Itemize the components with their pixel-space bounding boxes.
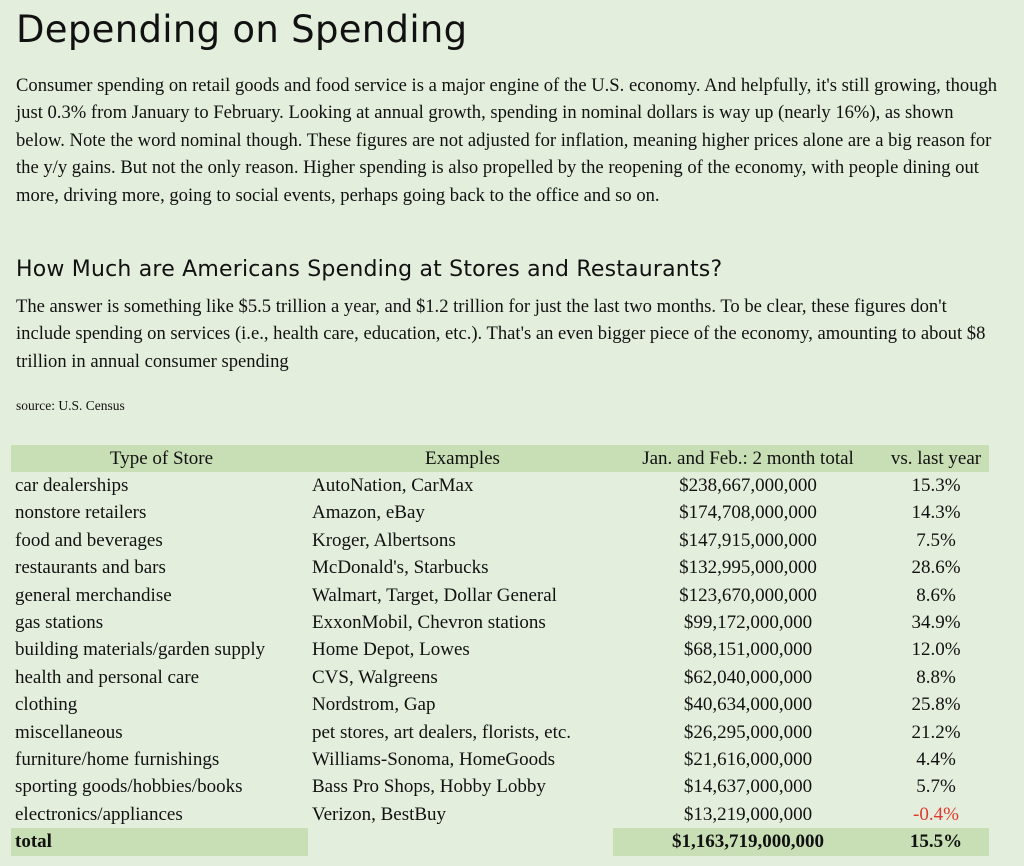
total-yoy-change: 15.5% [879,828,989,855]
store-examples: Amazon, eBay [312,502,425,524]
table-row [11,692,989,719]
source-note: source: U.S. Census [16,398,125,413]
store-type: restaurants and bars [15,557,166,579]
store-examples: Home Depot, Lowes [312,639,470,661]
store-type: gas stations [15,612,104,634]
store-type: nonstore retailers [15,502,147,524]
yoy-change: 8.8% [916,666,956,688]
yoy-change: 4.4% [916,748,956,770]
store-type: miscellaneous [15,721,123,743]
store-examples: Nordstrom, Gap [312,694,436,716]
two-month-total: $26,295,000,000 [683,721,813,743]
store-examples: AutoNation, CarMax [312,475,474,497]
yoy-change: 8.6% [916,584,956,606]
column-header-total: Jan. and Feb.: 2 month total [613,445,879,472]
store-type: furniture/home furnishings [15,748,220,770]
table-row [11,801,989,828]
column-header-type: Type of Store [11,445,308,472]
yoy-change: 34.9% [911,612,961,634]
table-row [11,609,989,636]
store-examples: CVS, Walgreens [312,666,438,688]
store-type: food and beverages [15,529,163,551]
yoy-change: 15.3% [911,475,961,497]
store-examples: Walmart, Target, Dollar General [312,584,557,606]
store-examples: Verizon, BestBuy [312,803,447,825]
store-examples: McDonald's, Starbucks [312,557,489,579]
table-header-row [11,445,989,472]
table-row [11,664,989,691]
store-examples: Williams-Sonoma, HomeGoods [312,748,556,770]
store-examples: pet stores, art dealers, florists, etc. [312,721,572,743]
store-type: building materials/garden supply [15,639,266,661]
two-month-total: $132,995,000,000 [679,557,817,579]
two-month-total: $147,915,000,000 [679,529,817,551]
table-row [11,500,989,527]
yoy-change: 12.0% [911,639,961,661]
yoy-change: 21.2% [911,721,961,743]
table-total-row [11,828,989,855]
column-header-examples: Examples [308,445,613,472]
table-row [11,746,989,773]
store-examples: Kroger, Albertsons [312,529,456,551]
store-type: sporting goods/hobbies/books [15,776,243,798]
table-row [11,472,989,499]
two-month-total: $13,219,000,000 [683,803,813,825]
yoy-change: 25.8% [911,694,961,716]
grand-total: $1,163,719,000,000 [613,828,879,855]
table-row [11,527,989,554]
column-header-change: vs. last year [879,445,989,472]
table-row [11,637,989,664]
store-type: health and personal care [15,666,200,688]
yoy-change: 5.7% [916,776,956,798]
two-month-total: $174,708,000,000 [679,502,817,524]
two-month-total: $99,172,000,000 [683,612,813,634]
store-type: electronics/appliances [15,803,183,825]
section-subtitle: How Much are Americans Spending at Stores and Restaurants? [16,257,723,282]
yoy-change: 7.5% [916,529,956,551]
intro-paragraph: Consumer spending on retail goods and food service is a major engine of the U.S. economy. And helpfully, it's still growing, though just 0.3% from January to February. Looking at annual growth, spending in nominal dollars is way up (nearly 16%), as shown below. Note the word nominal though. These figures are not adjusted for inflation, meaning higher prices alone are a big reason for the y/y gains. But not the only reason. Higher spending is also propelled by the reopening of the economy, with people dining out more, driving more, going to social events, perhaps going back to the office and so on. [16,75,998,206]
two-month-total: $123,670,000,000 [679,584,817,606]
table-row [11,582,989,609]
store-examples: Bass Pro Shops, Hobby Lobby [312,776,546,798]
answer-paragraph: The answer is something like $5.5 trillion a year, and $1.2 trillion for just the last two months. To be clear, these figures don't include spending on services (i.e., health care, education, etc.). That's an even bigger piece of the economy, amounting to about $8 trillion in annual consumer spending [16,296,986,372]
total-label: total [11,828,308,855]
table-row [11,555,989,582]
yoy-change: 28.6% [911,557,961,579]
yoy-change-negative: -0.4% [913,803,959,825]
table-row [11,774,989,801]
two-month-total: $40,634,000,000 [683,694,813,716]
two-month-total: $14,637,000,000 [683,776,813,798]
spending-table [11,445,989,856]
store-type: general merchandise [15,584,172,606]
page-title: Depending on Spending [16,8,468,51]
store-type: car dealerships [15,475,129,497]
two-month-total: $21,616,000,000 [683,748,813,770]
two-month-total: $238,667,000,000 [679,475,817,497]
two-month-total: $68,151,000,000 [683,639,813,661]
store-type: clothing [15,694,78,716]
store-examples: ExxonMobil, Chevron stations [312,612,546,634]
table-row [11,719,989,746]
total-examples-empty [308,828,613,855]
two-month-total: $62,040,000,000 [683,666,813,688]
yoy-change: 14.3% [911,502,961,524]
